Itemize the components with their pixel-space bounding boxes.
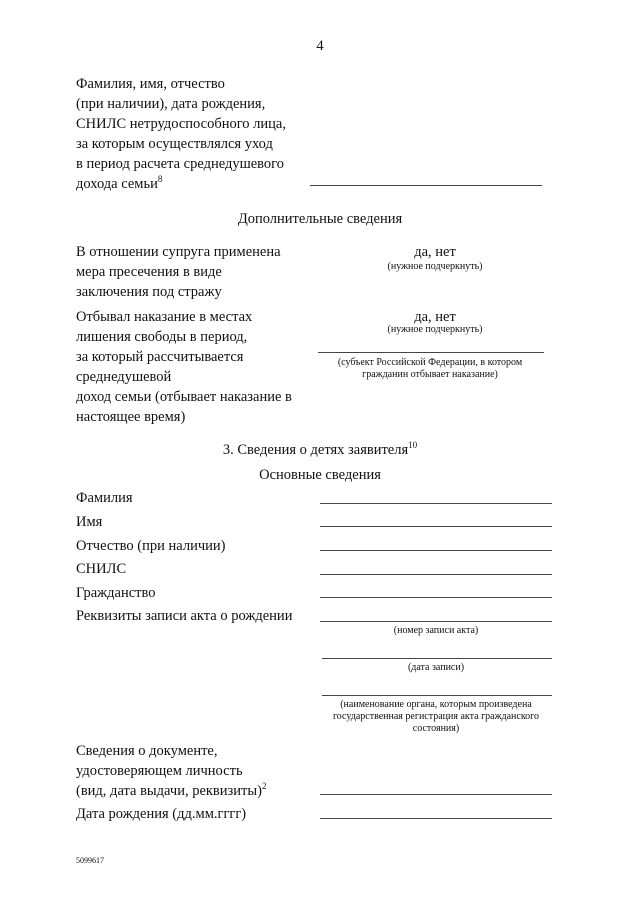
fio-input-line[interactable]	[310, 185, 542, 186]
record-number-caption: (номер записи акта)	[393, 625, 479, 636]
prison-hint: (нужное подчеркнуть)	[387, 324, 483, 335]
record-date-caption: (дата записи)	[407, 662, 465, 673]
fio-line: в период расчета среднедушевого	[76, 156, 285, 172]
footnote-mark: 2	[261, 781, 267, 792]
footnote-mark: 8	[157, 174, 163, 185]
record-date-input-line[interactable]	[322, 658, 552, 659]
children-heading: 3. Сведения о детях заявителя$^{10}$	[222, 440, 418, 458]
custody-hint: (нужное подчеркнуть)	[387, 261, 483, 272]
prison-answer[interactable]: да, нет	[414, 309, 456, 325]
snils-label: СНИЛС	[76, 561, 127, 577]
fio-line: (при наличии), дата рождения,	[76, 96, 266, 112]
record-number-input-line[interactable]	[320, 621, 552, 622]
subject-caption: (субъект Российской Федерации, в котором гражданин отбывает наказание)	[337, 357, 523, 380]
name-input-line[interactable]	[320, 526, 552, 527]
custody-answer[interactable]: да, нет	[414, 244, 456, 260]
id-document-input-line[interactable]	[320, 794, 552, 795]
citizenship-input-line[interactable]	[320, 597, 552, 598]
organ-caption: (наименование органа, которым произведена государственная регистрация акта гражданского состояния)	[332, 699, 540, 734]
fio-line: за которым осуществлялся уход	[76, 136, 273, 152]
snils-input-line[interactable]	[320, 574, 552, 575]
name-label: Имя	[76, 514, 103, 530]
patronymic-input-line[interactable]	[320, 550, 552, 551]
surname-label: Фамилия	[76, 490, 133, 506]
footnote-mark: 10	[408, 440, 418, 451]
patronymic-label: Отчество (при наличии)	[76, 538, 226, 554]
birth-date-label: Дата рождения (дд.мм.гггг)	[76, 806, 247, 822]
subject-input-line[interactable]	[318, 352, 544, 353]
organ-input-line[interactable]	[322, 695, 552, 696]
fio-line-last: дохода семьи$^8$	[76, 174, 163, 192]
custody-label: В отношении супруга применена мера пресечения в виде заключения под стражу	[76, 244, 281, 300]
fio-line: СНИЛС нетрудоспособного лица,	[76, 116, 286, 132]
children-subheading: Основные сведения	[259, 467, 381, 483]
additional-heading: Дополнительные сведения	[237, 211, 403, 227]
id-document-label: Сведения о документе, удостоверяющем личность (вид, дата выдачи, реквизиты)$^2$	[76, 743, 267, 799]
page-number: 4	[316, 38, 324, 54]
fio-line: Фамилия, имя, отчество	[76, 76, 225, 92]
birth-record-label: Реквизиты записи акта о рождении	[76, 608, 293, 624]
birth-date-input-line[interactable]	[320, 818, 552, 819]
document-code: 5099617	[76, 856, 104, 865]
prison-label: Отбывал наказание в местах лишения свободы в период, за который рассчитывается среднедушевой доход семьи (отбывает наказание в настоящее время)	[76, 309, 292, 425]
fio-block-label	[76, 74, 286, 194]
surname-input-line[interactable]	[320, 503, 552, 504]
citizenship-label: Гражданство	[76, 585, 156, 601]
